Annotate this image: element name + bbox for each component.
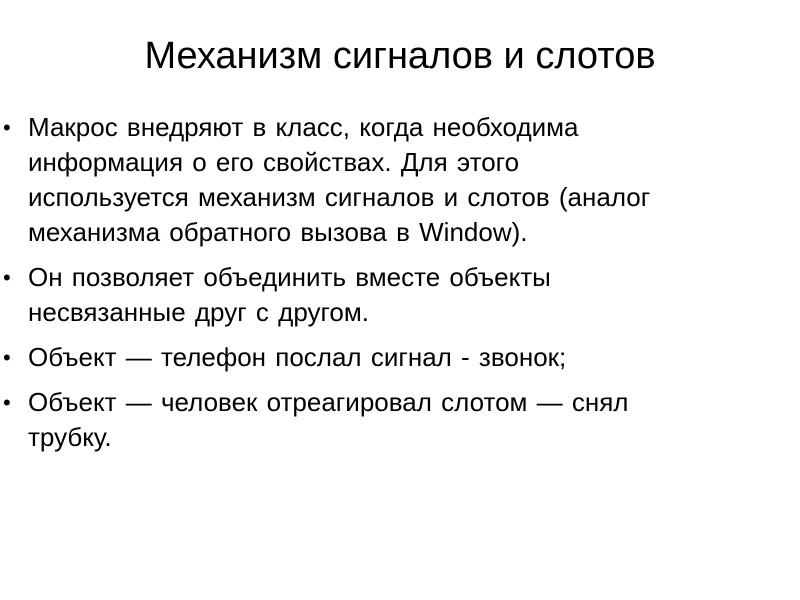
bullet-text-line: информация о его свойствах. Для этого (28, 147, 520, 177)
slide-title: Механизм сигналов и слотов (144, 35, 656, 77)
bullet-item (0, 260, 790, 330)
bullet-item (0, 110, 790, 250)
bullet-item (0, 340, 790, 375)
bullet-marker: • (3, 390, 11, 415)
bullet-text-line: используется механизм сигналов и слотов (аналог (28, 182, 651, 212)
bullet-item (0, 385, 790, 455)
bullet-marker: • (3, 265, 11, 290)
bullet-text-line: трубку. (28, 422, 112, 452)
bullet-list (0, 110, 790, 465)
bullet-text-line: Объект — телефон послал сигнал - звонок; (28, 342, 567, 372)
bullet-marker: • (3, 115, 11, 140)
bullet-marker: • (3, 345, 11, 370)
bullet-text-line: несвязанные друг с другом. (28, 297, 369, 327)
bullet-text-line: Объект — человек отреагировал слотом — снял (28, 387, 629, 417)
bullet-text-line: Он позволяет объединить вместе объекты (28, 262, 551, 292)
bullet-text-line: механизма обратного вызова в Window). (28, 217, 528, 247)
bullet-text-line: Макрос внедряют в класс, когда необходима (28, 112, 579, 142)
